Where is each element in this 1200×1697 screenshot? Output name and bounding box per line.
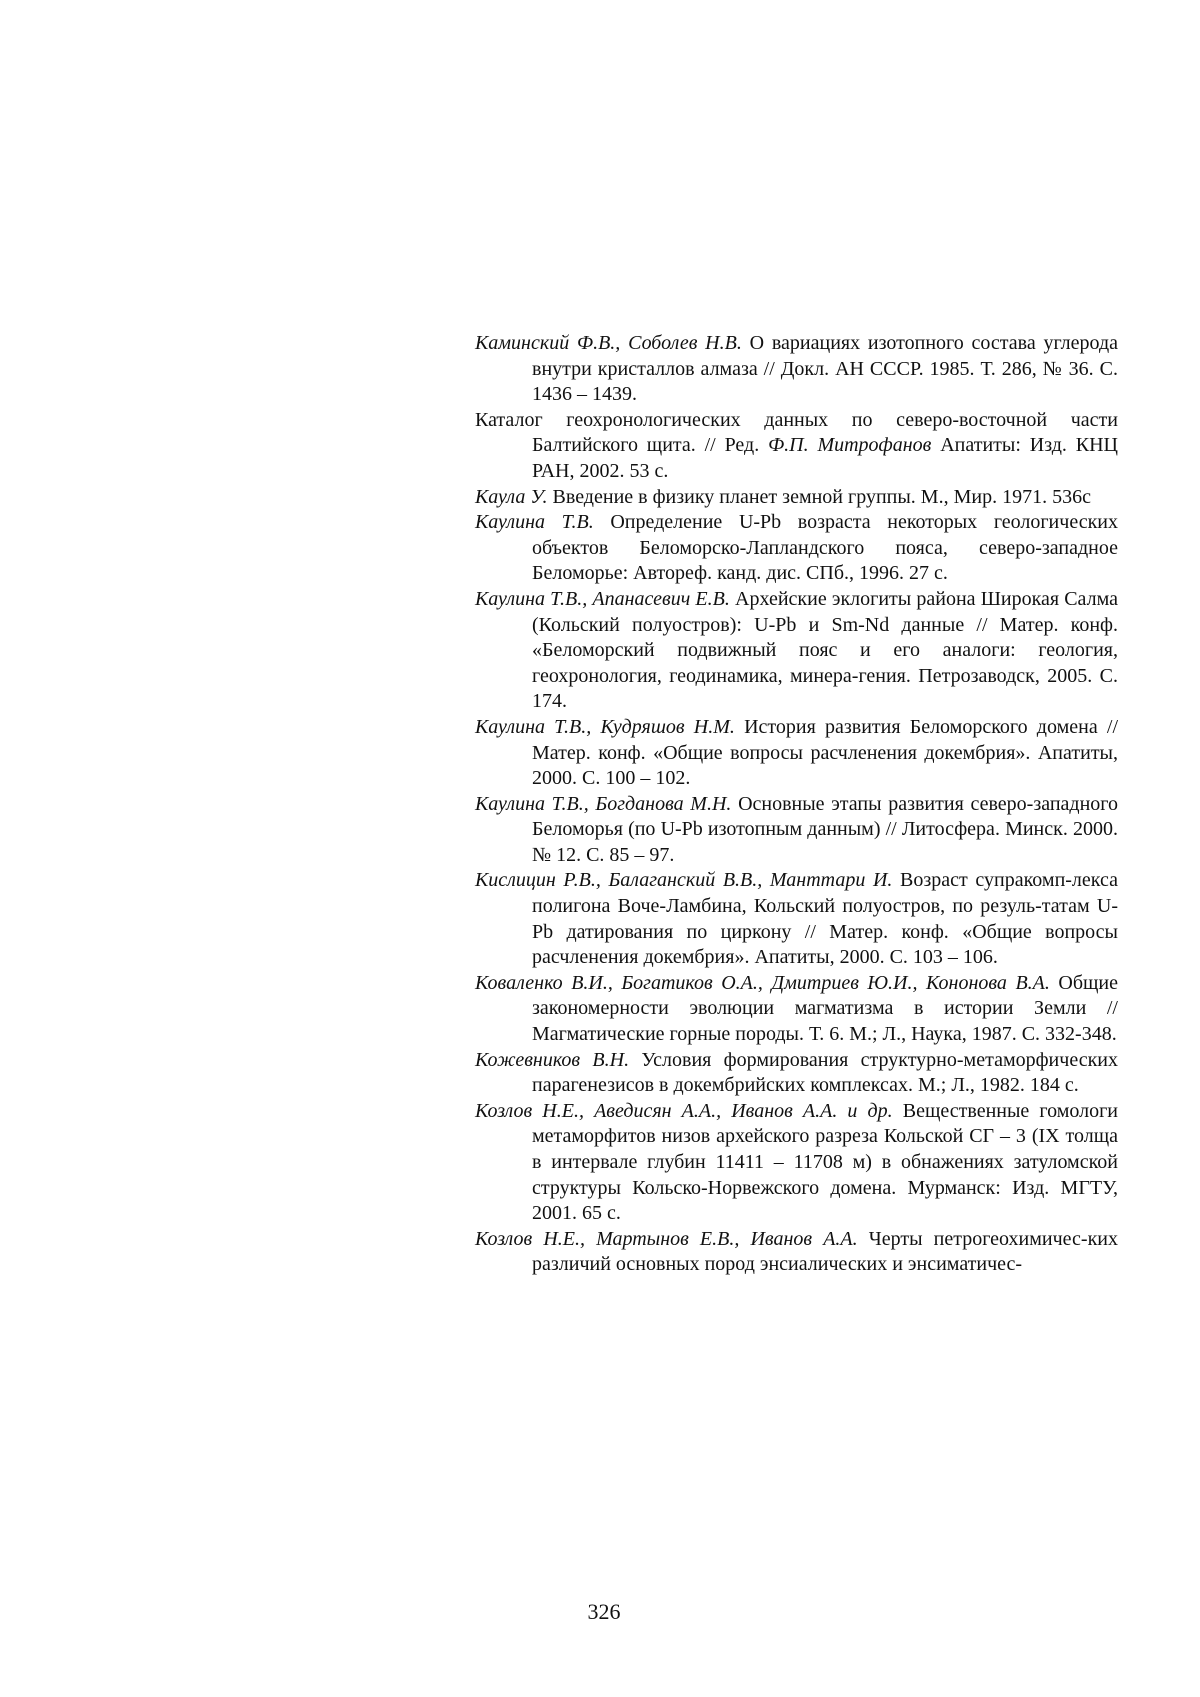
reference-text: Черты петрогеохимичес-ких различий основных пород энсиалических и энсиматичес- [532,1227,1119,1276]
reference-authors: Козлов Н.Е., Аведисян А.А., Иванов А.А. и др. [475,1099,893,1122]
reference-authors: Козлов Н.Е., Мартынов Е.В., Иванов А.А. [475,1227,858,1250]
reference-text: История развития Беломорского домена // Матер. конф. «Общие вопросы расчленения докембрия». Апатиты, 2000. С. 100 – 102. [532,715,1119,790]
reference-entry [475,408,1118,485]
page-number: 326 [587,1599,621,1624]
reference-authors: Кожевников В.Н. [475,1048,630,1071]
reference-authors: Коваленко В.И., Богатиков О.А., Дмитриев Ю.И., Кононова В.А. [475,971,1050,994]
reference-text: Архейские эклогиты района Широкая Салма (Кольский полуостров): U-Pb и Sm-Nd данные // Матер. конф. «Беломорский подвижный пояс и его аналоги: геология, геохронология, геодинамика, минера-гения. Петрозаводск, 2005. С. 174. [532,587,1118,713]
reference-list [475,331,1118,1278]
reference-text-after: Апатиты: Изд. КНЦ РАН, 2002. 53 с. [532,434,1118,482]
reference-entry [475,1048,1118,1099]
reference-entry [475,868,1118,970]
reference-entry [475,792,1118,869]
reference-text: Определение U-Pb возраста некоторых геологических объектов Беломорско-Лапландского пояса, северо-западное Беломорье: Автореф. канд. дис. СПб., 1996. 27 с. [532,511,1118,585]
reference-authors: Каминский Ф.В., Соболев Н.В. [475,332,742,354]
reference-text: О вариациях изотопного состава углерода внутри кристаллов алмаза // Докл. АН СССР. 1985. Т. 286, № 36. С. 1436 – 1439. [532,332,1119,406]
reference-entry [475,587,1118,715]
reference-entry [475,331,1118,408]
reference-text: Введение в физику планет земной группы. М., Мир. 1971. 536с [547,485,1091,508]
reference-authors: Кислицин Р.В., Балаганский В.В., Манттари И. [475,869,893,892]
reference-authors: Каулина Т.В., Кудряшов Н.М. [475,715,735,738]
reference-entry [475,715,1118,792]
reference-text: Возраст супракомп-лекса полигона Воче-Ламбина, Кольский полуостров, по резуль-татам U-Pb датирования по циркону // Матер. конф. «Общие вопросы расчленения докембрия». Апатиты, 2000. С. 103 – 106. [532,869,1119,969]
reference-authors: Каулина Т.В., Апанасевич Е.В. [475,587,730,610]
reference-editor: Ф.П. Митрофанов [768,434,932,457]
reference-entry [475,485,1118,511]
reference-entry [475,510,1118,587]
reference-authors: Каула У. [475,485,548,508]
reference-authors: Каулина Т.В., Богданова М.Н. [475,792,732,815]
reference-entry [475,971,1118,1048]
reference-text: Основные этапы развития северо-западного Беломорья (по U-Pb изотопным данным) // Литосфера. Минск. 2000. № 12. С. 85 – 97. [532,792,1118,866]
reference-entry [475,1099,1118,1227]
reference-entry [475,1227,1118,1278]
reference-text: Вещественные гомологи метаморфитов низов архейского разреза Кольской СГ – 3 (IX толща в интервале глубин 11411 – 11708 м) в обнажениях затуломской структуры Кольско-Норвежского домена. Мурманск: Изд. МГТУ, 2001. 65 с. [532,1099,1118,1225]
reference-text: Условия формирования структурно-метаморфических парагенезисов в докембрийских комплексах. М.; Л., 1982. 184 с. [532,1048,1118,1097]
reference-text: Общие закономерности эволюции магматизма в истории Земли // Магматические горные породы. Т. 6. М.; Л., Наука, 1987. С. 332-348. [532,971,1118,1046]
reference-text: Каталог геохронологических данных по северо-восточной части Балтийского щита. // Ред. [475,408,1118,457]
reference-authors: Каулина Т.В. [475,511,594,534]
